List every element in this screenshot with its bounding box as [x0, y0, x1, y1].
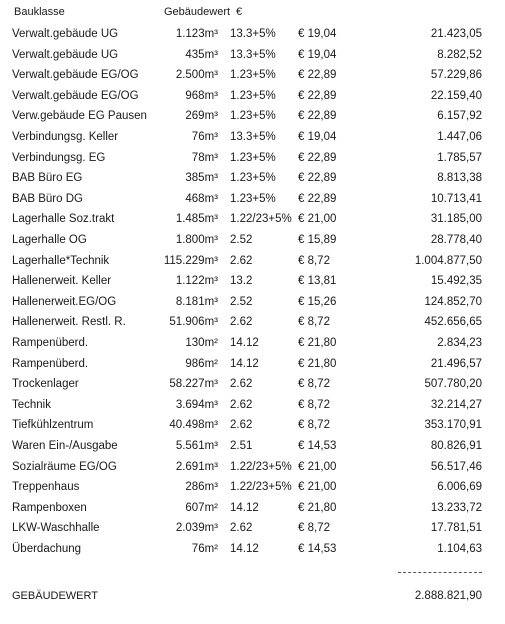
row-amount: 13.233,72 — [430, 501, 482, 514]
row-name: Überdachung — [12, 543, 82, 555]
table-header — [14, 6, 494, 22]
row-rate: € 21,00 — [298, 460, 337, 473]
row-quantity: 76m² — [191, 543, 218, 555]
row-name: Verwalt.gebäude EG/OG — [12, 89, 139, 102]
row-quantity: 968m³ — [185, 89, 218, 102]
table-row — [0, 374, 505, 394]
row-quantity: 8.181m³ — [175, 295, 218, 308]
row-amount: 17.781,51 — [430, 522, 482, 535]
row-factor: 1.23+5% — [230, 192, 276, 205]
row-quantity: 269m³ — [185, 110, 218, 123]
row-name: Hallenerweit.EG/OG — [12, 295, 117, 308]
row-quantity: 607m² — [185, 501, 218, 514]
row-quantity: 468m³ — [185, 192, 218, 205]
row-quantity: 5.561m³ — [175, 440, 218, 452]
row-factor: 13.3+5% — [230, 131, 276, 143]
row-amount: 6.157,92 — [437, 110, 482, 123]
row-factor: 2.62 — [230, 419, 253, 432]
currency-symbol: € — [236, 6, 243, 18]
row-factor: 13.3+5% — [230, 28, 276, 40]
table-row — [0, 312, 505, 332]
row-rate: € 21,00 — [298, 481, 337, 494]
row-quantity: 115.229m³ — [163, 254, 218, 267]
row-rate: € 14,53 — [298, 543, 337, 555]
row-rate: € 8,72 — [298, 316, 330, 329]
row-quantity: 286m³ — [185, 481, 218, 494]
row-amount: 353.170,91 — [424, 419, 482, 432]
table-row — [0, 395, 505, 415]
row-name: Hallenerweit. Restl. R. — [12, 316, 126, 329]
row-amount: 507.780,20 — [424, 378, 482, 391]
table-row — [0, 230, 505, 250]
row-factor: 1.22/23+5% — [230, 481, 292, 494]
row-rate: € 21,00 — [298, 213, 337, 226]
row-amount: 32.214,27 — [430, 398, 482, 411]
table-row — [0, 477, 505, 497]
row-rate: € 13,81 — [298, 275, 337, 288]
row-factor: 1.23+5% — [230, 69, 276, 82]
row-rate: € 19,04 — [298, 28, 337, 40]
row-name: Verw.gebäude EG Pausen — [12, 110, 147, 123]
row-rate: € 21,80 — [298, 337, 337, 349]
row-rate: € 19,04 — [298, 131, 337, 143]
row-name: Verbindungsg. EG — [12, 151, 106, 164]
row-amount: 15.492,35 — [430, 275, 482, 288]
row-name: Verbindungsg. Keller — [12, 131, 119, 143]
row-name: Tiefkühlzentrum — [12, 419, 94, 432]
row-factor: 1.23+5% — [230, 172, 276, 185]
row-rate: € 22,89 — [298, 69, 337, 82]
row-rate: € 22,89 — [298, 172, 337, 185]
row-rate: € 8,72 — [298, 398, 330, 411]
row-quantity: 986m² — [185, 357, 218, 370]
row-amount: 1.004.877,50 — [414, 254, 482, 267]
row-rate: € 19,04 — [298, 48, 337, 61]
table-row — [0, 168, 505, 188]
column-header-class: Bauklasse — [14, 6, 65, 18]
table-row — [0, 148, 505, 168]
table-row — [0, 457, 505, 477]
row-rate: € 21,80 — [298, 357, 337, 370]
row-rate: € 8,72 — [298, 419, 330, 432]
row-name: Hallenerweit. Keller — [12, 275, 112, 288]
row-rate: € 22,89 — [298, 89, 337, 102]
row-factor: 1.23+5% — [230, 89, 276, 102]
row-name: Rampenboxen — [12, 501, 87, 514]
row-name: BAB Büro DG — [12, 192, 83, 205]
row-rate: € 14,53 — [298, 440, 337, 452]
row-quantity: 76m³ — [191, 131, 218, 143]
row-amount: 21.496,57 — [430, 357, 482, 370]
row-factor: 2.62 — [230, 378, 253, 391]
table-row — [0, 539, 505, 559]
row-quantity: 58.227m³ — [169, 378, 218, 391]
total-row — [0, 586, 505, 606]
table-row — [0, 209, 505, 229]
row-factor: 2.51 — [230, 440, 253, 452]
row-factor: 14.12 — [230, 543, 259, 555]
row-quantity: 130m² — [185, 337, 218, 349]
table-row — [0, 251, 505, 271]
row-amount: 80.826,91 — [430, 440, 482, 452]
row-name: Rampenüberd. — [12, 337, 89, 349]
row-name: BAB Büro EG — [12, 172, 83, 185]
row-name: Rampenüberd. — [12, 357, 89, 370]
row-amount: 28.778,40 — [430, 234, 482, 246]
row-name: Lagerhalle OG — [12, 234, 87, 246]
row-amount: 124.852,70 — [424, 295, 482, 308]
row-factor: 1.22/23+5% — [230, 213, 292, 226]
row-name: Treppenhaus — [12, 481, 80, 494]
row-quantity: 1.122m³ — [175, 275, 218, 288]
table-row — [0, 292, 505, 312]
row-quantity: 78m³ — [191, 151, 218, 164]
row-quantity: 1.485m³ — [175, 213, 218, 226]
row-name: Technik — [12, 398, 51, 411]
row-quantity: 3.694m³ — [175, 398, 218, 411]
row-amount: 57.229,86 — [430, 69, 482, 82]
row-amount: 8.282,52 — [437, 48, 482, 61]
row-amount: 1.447,06 — [437, 131, 482, 143]
row-factor: 1.23+5% — [230, 110, 276, 123]
row-amount: 8.813,38 — [437, 172, 482, 185]
row-rate: € 22,89 — [298, 110, 337, 123]
row-rate: € 22,89 — [298, 192, 337, 205]
row-name: Waren Ein-/Ausgabe — [12, 440, 118, 452]
row-amount: 10.713,41 — [430, 192, 482, 205]
table-row — [0, 436, 505, 456]
row-name: Trockenlager — [12, 378, 79, 391]
row-quantity: 435m³ — [185, 48, 218, 61]
total-value: 2.888.821,90 — [414, 590, 482, 602]
row-quantity: 385m³ — [185, 172, 218, 185]
row-rate: € 15,89 — [298, 234, 337, 246]
row-amount: 31.185,00 — [430, 213, 482, 226]
row-factor: 1.22/23+5% — [230, 460, 292, 473]
row-factor: 2.62 — [230, 522, 253, 535]
row-factor: 13.2 — [230, 275, 253, 288]
table-row — [0, 24, 505, 44]
table-row — [0, 333, 505, 353]
row-amount: 1.104,63 — [437, 543, 482, 555]
row-rate: € 8,72 — [298, 254, 330, 267]
table-row — [0, 415, 505, 435]
table-row — [0, 354, 505, 374]
row-factor: 2.52 — [230, 295, 253, 308]
row-factor: 2.62 — [230, 316, 253, 329]
table-row — [0, 518, 505, 538]
row-rate: € 15,26 — [298, 295, 337, 308]
row-quantity: 51.906m³ — [169, 316, 218, 329]
sum-divider — [398, 572, 482, 573]
table-row — [0, 45, 505, 65]
row-name: Verwalt.gebäude UG — [12, 48, 119, 61]
row-amount: 56.517,46 — [430, 460, 482, 473]
row-amount: 22.159,40 — [430, 89, 482, 102]
row-amount: 2.834,23 — [437, 337, 482, 349]
row-name: Sozialräume EG/OG — [12, 460, 117, 473]
row-factor: 14.12 — [230, 357, 259, 370]
row-quantity: 2.500m³ — [175, 69, 218, 82]
row-factor: 2.62 — [230, 254, 253, 267]
row-factor: 13.3+5% — [230, 48, 276, 61]
row-rate: € 8,72 — [298, 378, 330, 391]
row-factor: 2.52 — [230, 234, 253, 246]
row-rate: € 21,80 — [298, 501, 337, 514]
row-factor: 1.23+5% — [230, 151, 276, 164]
row-amount: 452.656,65 — [424, 316, 482, 329]
row-quantity: 2.039m³ — [175, 522, 218, 535]
table-row — [0, 106, 505, 126]
row-quantity: 2.691m³ — [175, 460, 218, 473]
row-amount: 1.785,57 — [437, 151, 482, 164]
row-factor: 2.62 — [230, 398, 253, 411]
column-header-value: Gebäudewert — [164, 6, 231, 18]
row-name: Lagerhalle Soz.trakt — [12, 213, 115, 226]
table-row — [0, 65, 505, 85]
total-label: GEBÄUDEWERT — [12, 590, 98, 602]
row-name: LKW-Waschhalle — [12, 522, 100, 535]
row-factor: 14.12 — [230, 337, 259, 349]
row-quantity: 40.498m³ — [169, 419, 218, 432]
table-row — [0, 127, 505, 147]
table-row — [0, 86, 505, 106]
row-name: Lagerhalle*Technik — [12, 254, 110, 267]
row-amount: 6.006,69 — [437, 481, 482, 494]
table-row — [0, 271, 505, 291]
row-name: Verwalt.gebäude UG — [12, 28, 119, 40]
table-row — [0, 189, 505, 209]
row-rate: € 22,89 — [298, 151, 337, 164]
row-name: Verwalt.gebäude EG/OG — [12, 69, 139, 82]
table-row — [0, 498, 505, 518]
row-quantity: 1.123m³ — [175, 28, 218, 40]
row-amount: 21.423,05 — [430, 28, 482, 40]
row-quantity: 1.800m³ — [175, 234, 218, 246]
row-rate: € 8,72 — [298, 522, 330, 535]
row-factor: 14.12 — [230, 501, 259, 514]
